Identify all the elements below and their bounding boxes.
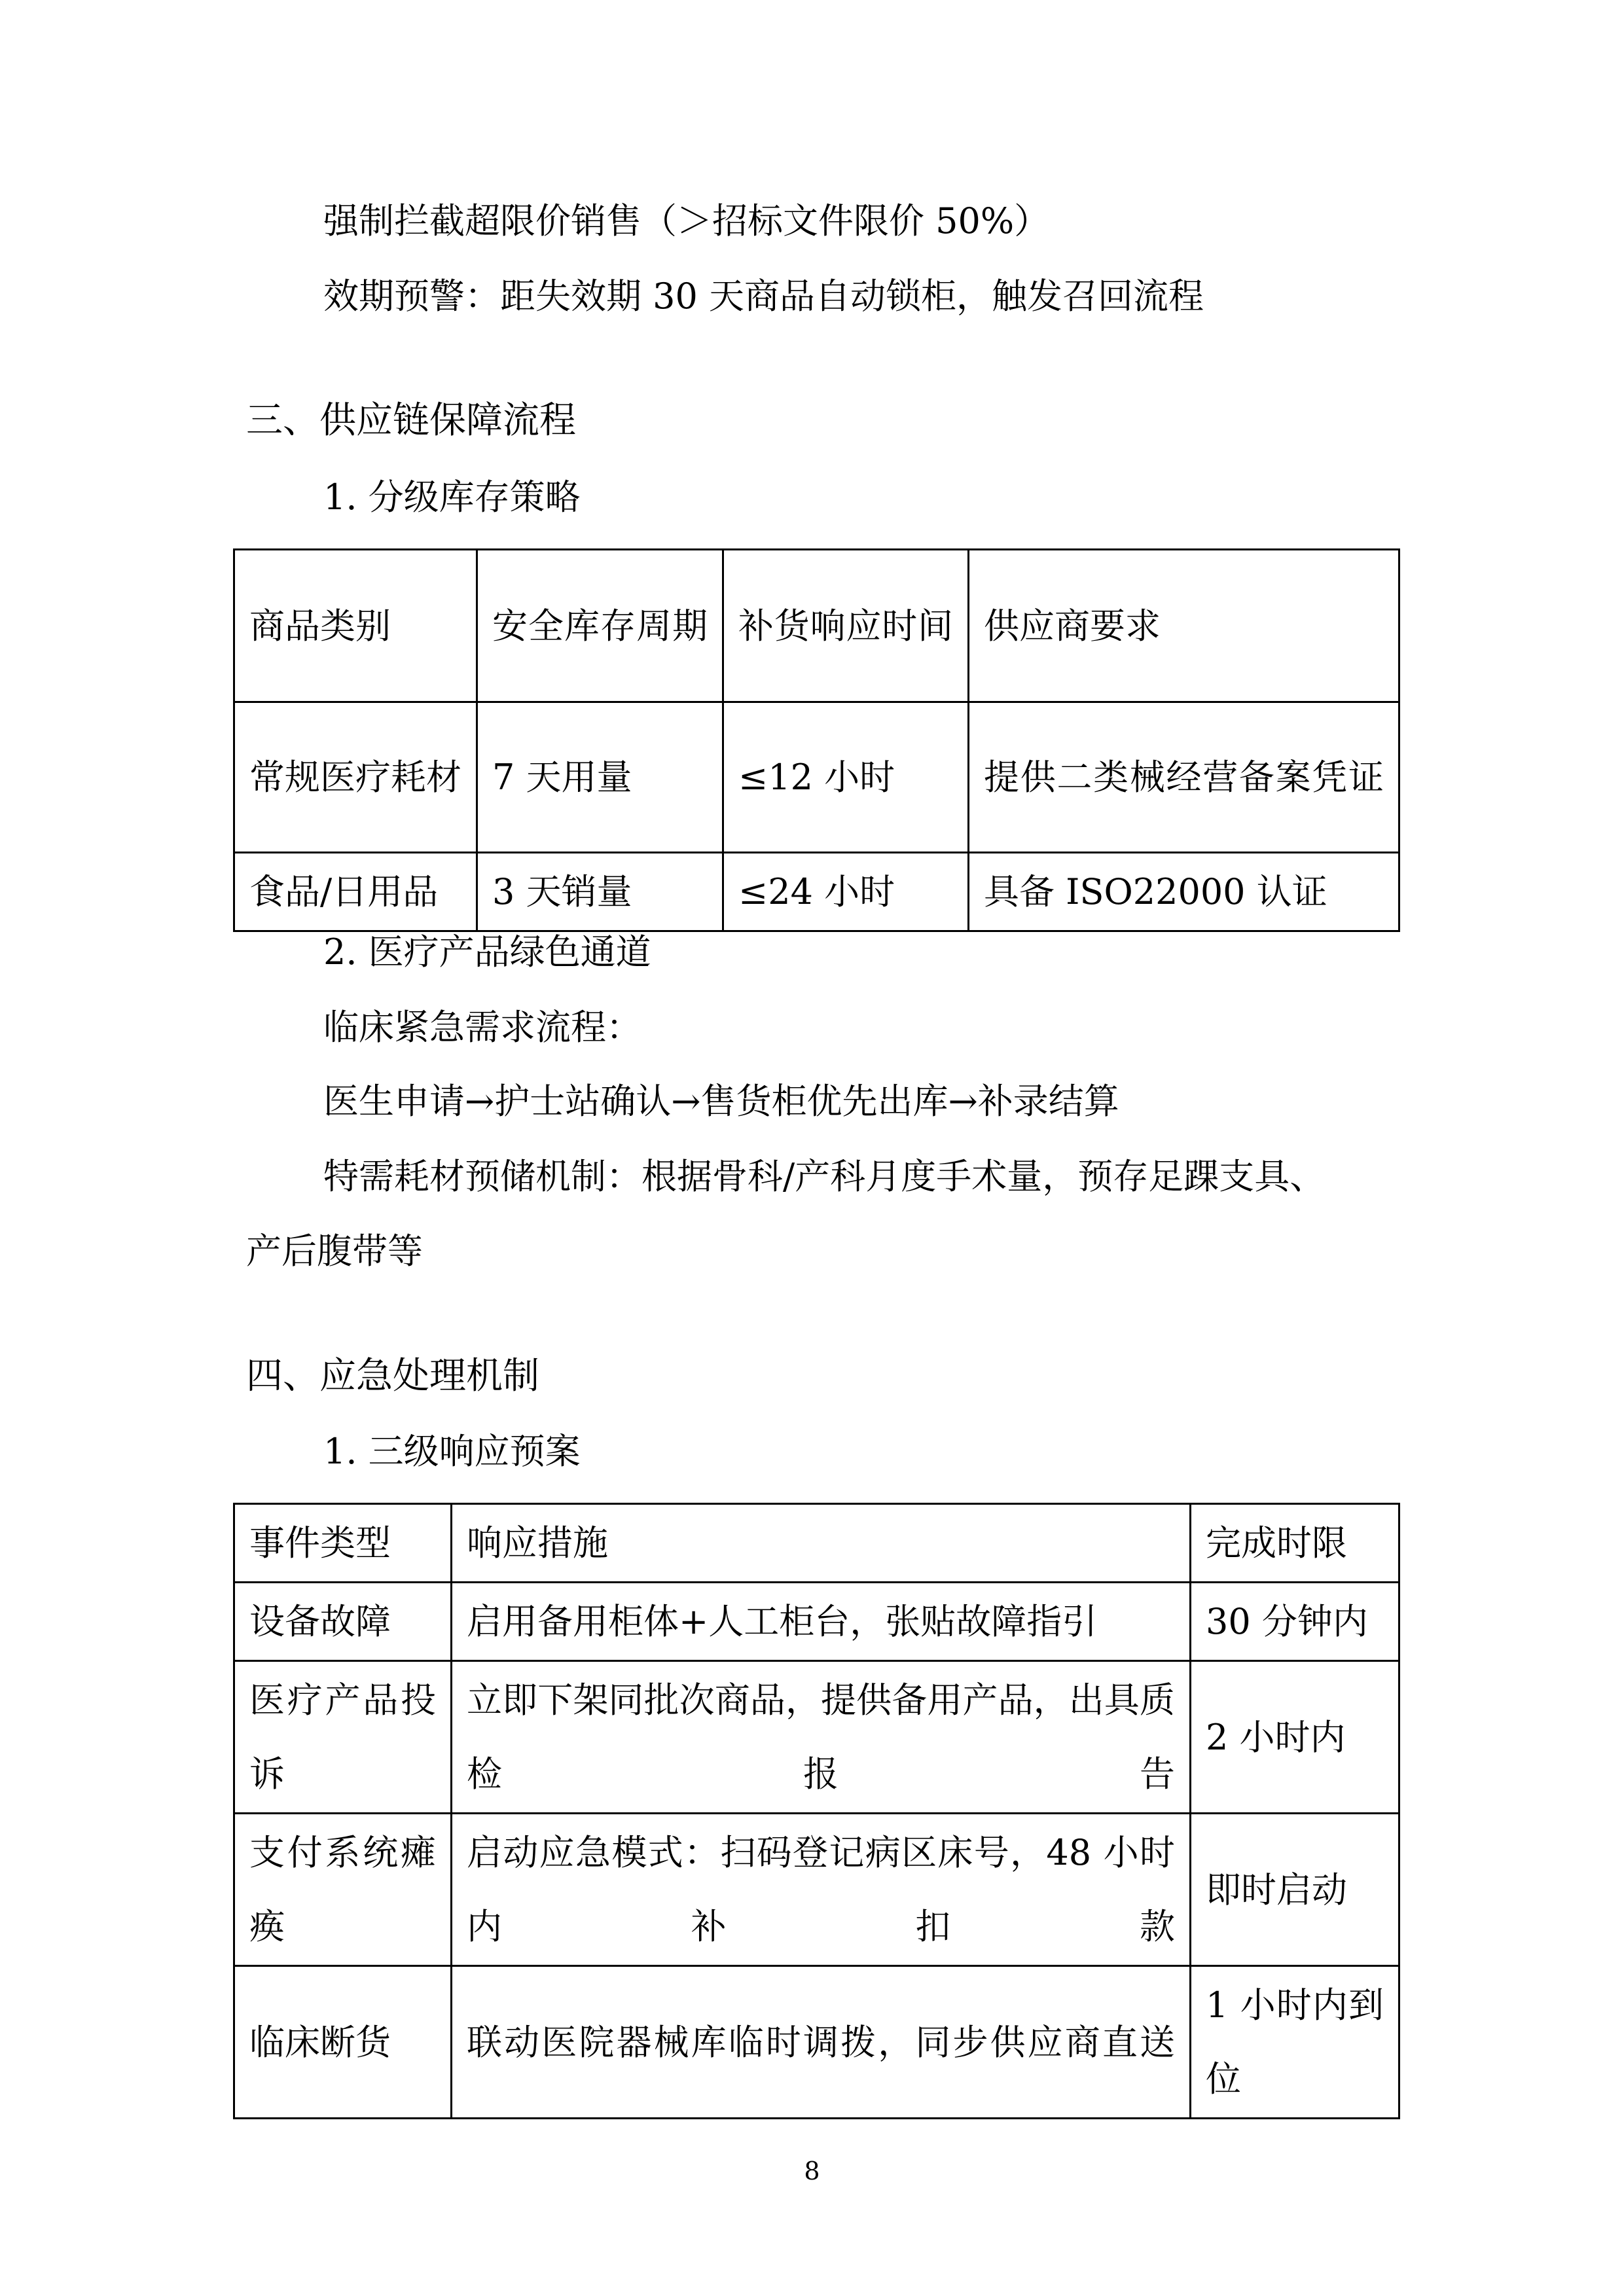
section-3-subtitle-1: 1. 分级库存策略 [323, 476, 581, 518]
flow-steps: 医生申请→护士站确认→售货柜优先出库→补录结算 [323, 1081, 1119, 1122]
table-row [234, 1814, 1399, 1966]
table-cell: 常规医疗耗材 [234, 702, 477, 853]
section-4-subtitle-1: 1. 三级响应预案 [323, 1431, 581, 1472]
page-number: 8 [804, 2157, 820, 2185]
flow-label: 临床紧急需求流程： [323, 1007, 641, 1048]
table-cell: 启动应急模式：扫码登记病区床号，48 小时内补扣款 [452, 1814, 1191, 1966]
table-cell: 提供二类械经营备案凭证 [969, 702, 1399, 853]
table-header-cell: 事件类型 [234, 1504, 452, 1583]
table-cell: 7 天用量 [477, 702, 723, 853]
table-cell: 2 小时内 [1191, 1661, 1399, 1814]
table-cell: 3 天销量 [477, 853, 723, 931]
table-cell: 支付系统瘫痪 [234, 1814, 452, 1966]
table-cell: 1 小时内到位 [1191, 1966, 1399, 2119]
table-cell: 具备 ISO22000 认证 [969, 853, 1399, 931]
section-3-subtitle-2: 2. 医疗产品绿色通道 [323, 931, 651, 973]
table-header-cell: 安全库存周期 [477, 550, 723, 702]
table-cell: 联动医院器械库临时调拨，同步供应商直送 [452, 1966, 1191, 2119]
table-cell: 临床断货 [234, 1966, 452, 2119]
table-row [234, 1661, 1399, 1814]
table-header-cell: 完成时限 [1191, 1504, 1399, 1583]
table-header-row [234, 1504, 1399, 1583]
table-cell: 启用备用柜体+人工柜台，张贴故障指引 [452, 1583, 1191, 1661]
table-cell: 立即下架同批次商品，提供备用产品，出具质检报告 [452, 1661, 1191, 1814]
table-header-cell: 响应措施 [452, 1504, 1191, 1583]
section-3-title: 三、供应链保障流程 [246, 399, 576, 442]
inventory-strategy-table [233, 548, 1400, 932]
table-header-cell: 商品类别 [234, 550, 477, 702]
table-header-cell: 补货响应时间 [723, 550, 969, 702]
table-row [234, 702, 1399, 853]
table-cell: 食品/日用品 [234, 853, 477, 931]
table-cell: ≤24 小时 [723, 853, 969, 931]
table-cell: 30 分钟内 [1191, 1583, 1399, 1661]
table-cell: 医疗产品投诉 [234, 1661, 452, 1814]
table-cell: 即时启动 [1191, 1814, 1399, 1966]
emergency-response-table [233, 1503, 1400, 2119]
table-header-cell: 供应商要求 [969, 550, 1399, 702]
limit-price-line: 强制拦截超限价销售（＞招标文件限价 50%） [323, 200, 1050, 242]
table-row [234, 853, 1399, 931]
table-row [234, 1583, 1399, 1661]
prestore-line-1: 特需耗材预储机制：根据骨科/产科月度手术量，预存足踝支具、 [323, 1156, 1326, 1197]
expiry-warning-line: 效期预警：距失效期 30 天商品自动锁柜，触发召回流程 [323, 276, 1204, 317]
section-4-title: 四、应急处理机制 [246, 1355, 539, 1397]
table-row [234, 1966, 1399, 2119]
table-cell: 设备故障 [234, 1583, 452, 1661]
table-header-row [234, 550, 1399, 702]
table-cell: ≤12 小时 [723, 702, 969, 853]
prestore-line-2: 产后腹带等 [246, 1230, 423, 1272]
